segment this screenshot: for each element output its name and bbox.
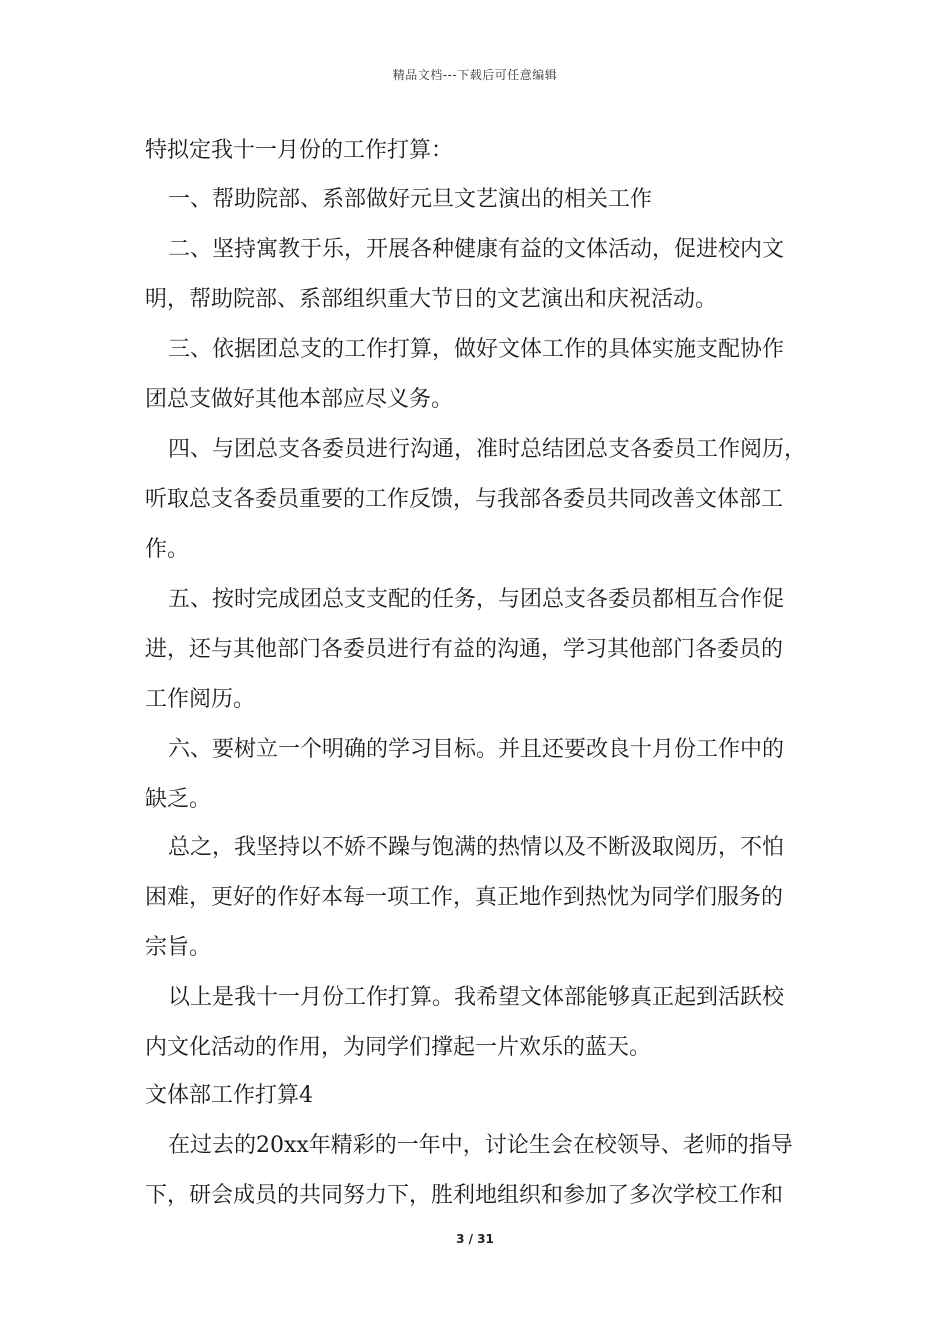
text-line: 内文化活动的作用，为同学们撑起一片欢乐的蓝天。 (145, 1035, 652, 1060)
page-number: 3 / 31 (456, 1232, 494, 1246)
text-line: 宗旨。 (145, 935, 212, 960)
text-line: 一、帮助院部、系部做好元旦文艺演出的相关工作 (168, 187, 653, 212)
text-line: 工作阅历。 (145, 687, 256, 712)
text-line: 缺乏。 (145, 787, 212, 812)
page-header: 精品文档---下载后可任意编辑 (392, 68, 558, 82)
text-line: 进，还与其他部门各委员进行有益的沟通，学习其他部门各委员的 (145, 637, 784, 662)
text-line: 在过去的20xx年精彩的一年中，讨论生会在校领导、老师的指导 (168, 1133, 793, 1158)
text-line: 五、按时完成团总支支配的任务，与团总支各委员都相互合作促 (168, 587, 785, 612)
text-line: 下，研会成员的共同努力下，胜利地组织和参加了多次学校工作和 (145, 1183, 784, 1208)
text-line: 明，帮助院部、系部组织重大节日的文艺演出和庆祝活动。 (145, 287, 718, 312)
text-line: 总之，我坚持以不娇不躁与饱满的热情以及不断汲取阅历，不怕 (168, 835, 785, 860)
text-line: 以上是我十一月份工作打算。我希望文体部能够真正起到活跃校 (168, 985, 785, 1010)
text-line: 二、坚持寓教于乐，开展各种健康有益的文体活动，促进校内文 (168, 237, 785, 262)
text-line: 困难，更好的作好本每一项工作，真正地作到热忱为同学们服务的 (145, 885, 784, 910)
text-line: 作。 (145, 537, 190, 562)
text-line: 三、依据团总支的工作打算，做好文体工作的具体实施支配协作 (168, 337, 785, 362)
text-line: 六、要树立一个明确的学习目标。并且还要改良十月份工作中的 (168, 737, 785, 762)
text-line: 特拟定我十一月份的工作打算： (145, 138, 454, 163)
text-line: 团总支做好其他本部应尽义务。 (145, 387, 454, 412)
section-title: 文体部工作打算4 (145, 1083, 313, 1108)
text-line: 听取总支各委员重要的工作反馈，与我部各委员共同改善文体部工 (145, 487, 784, 512)
text-line: 四、与团总支各委员进行沟通，准时总结团总支各委员工作阅历， (168, 437, 807, 462)
